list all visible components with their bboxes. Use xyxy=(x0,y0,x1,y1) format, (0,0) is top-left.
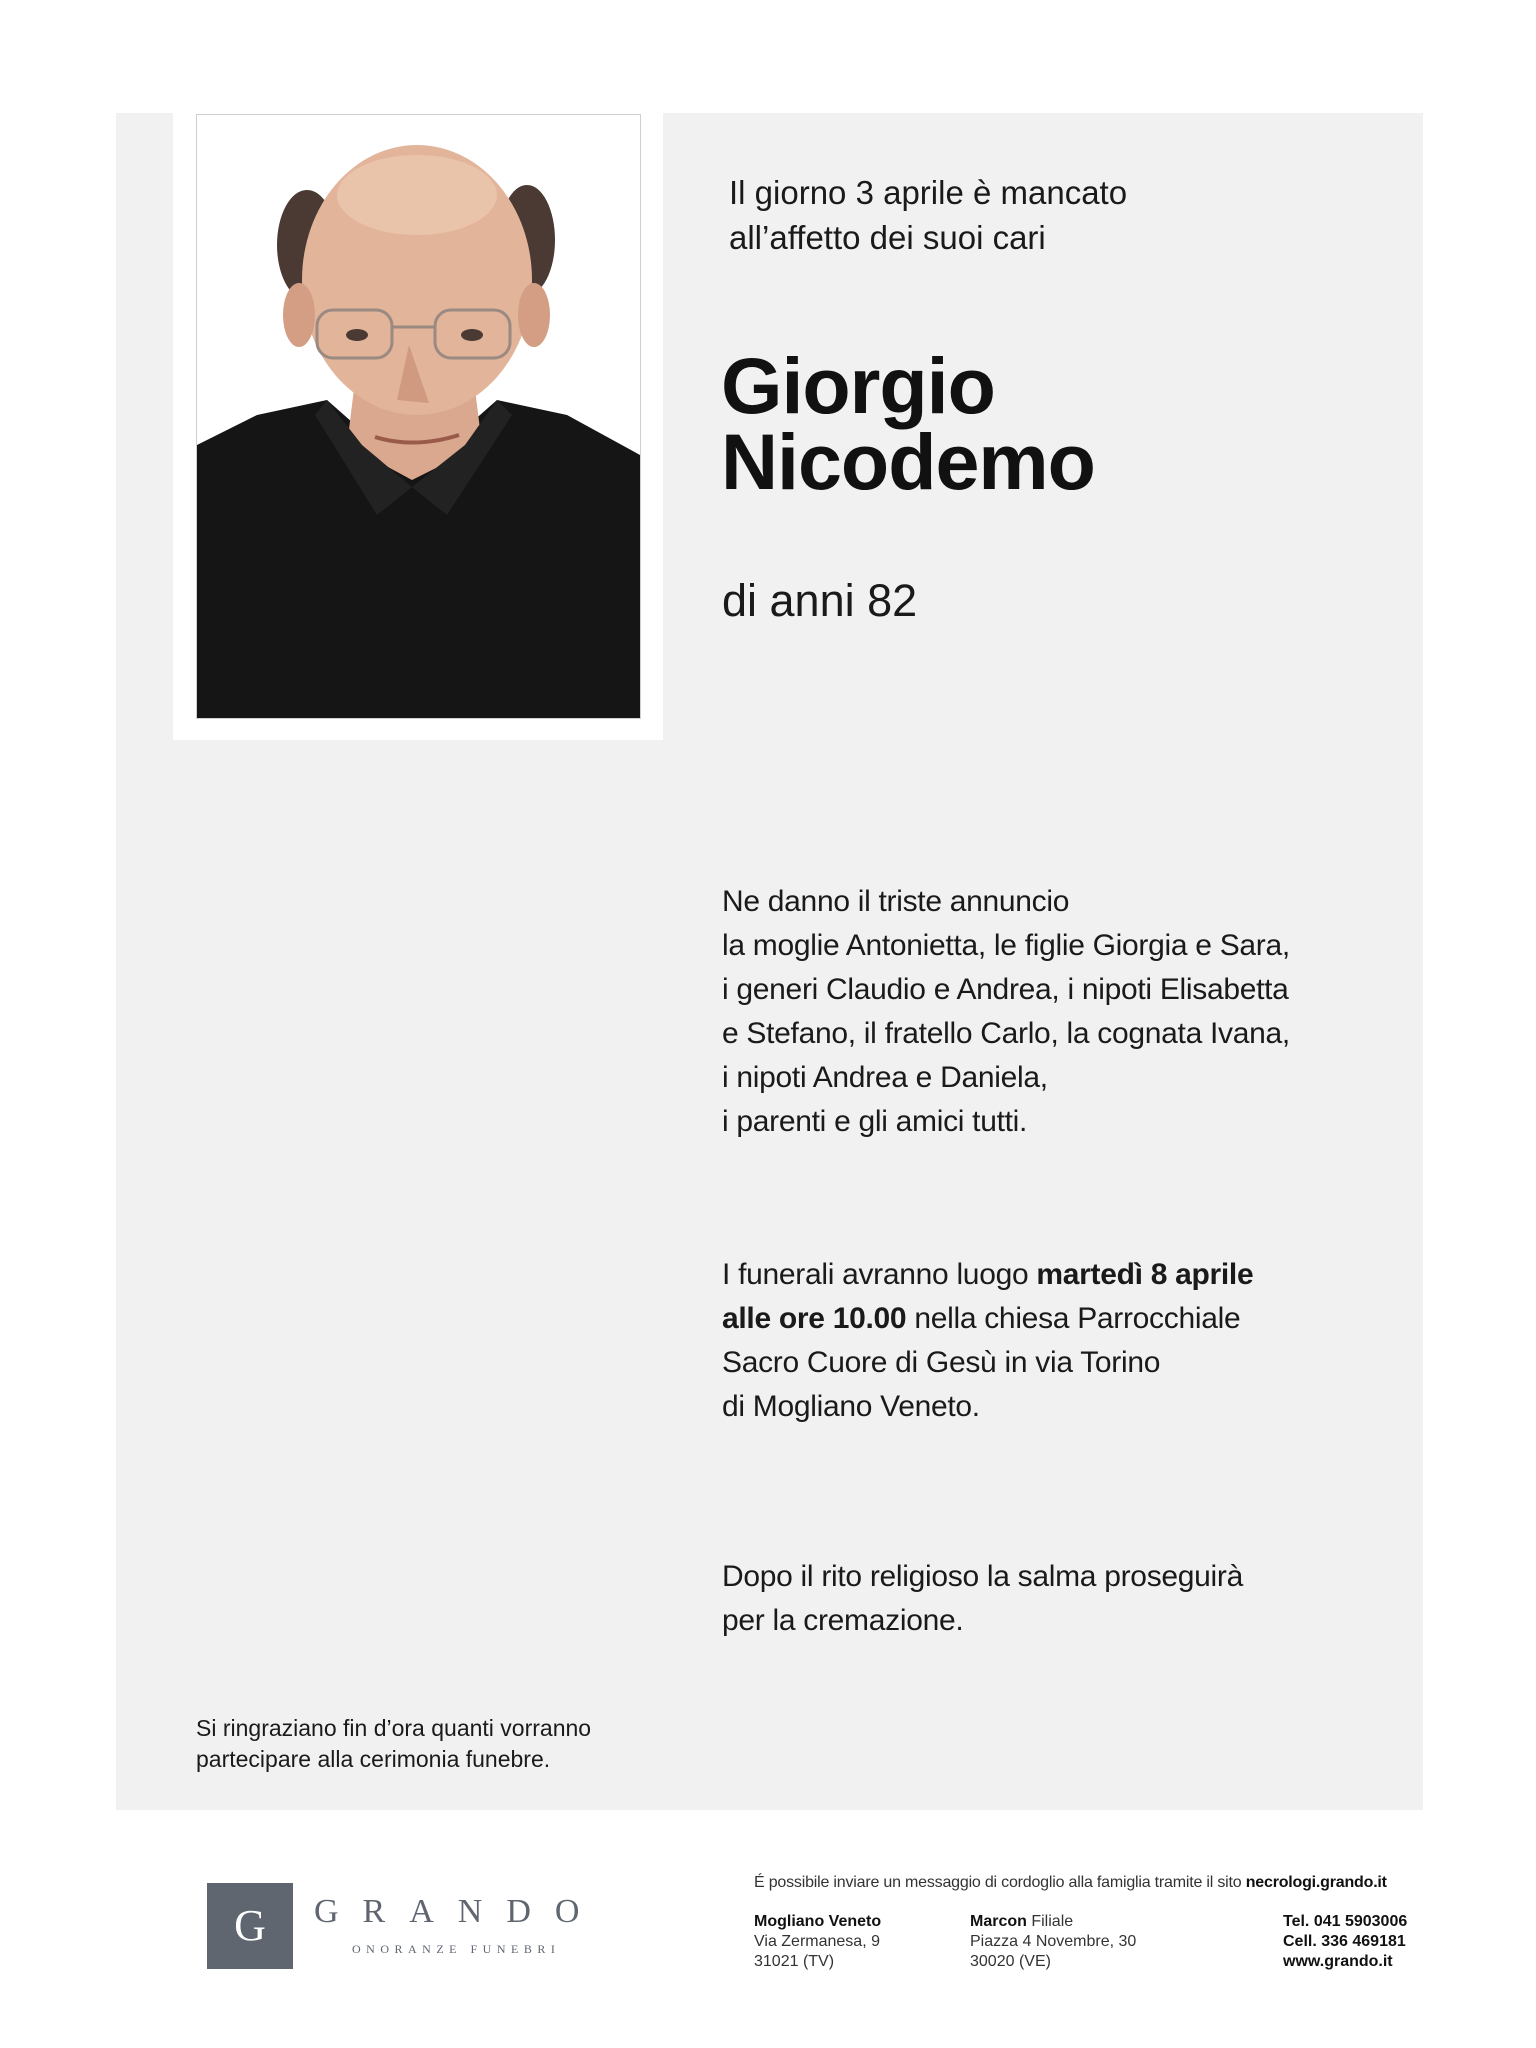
contact-web-link[interactable]: www.grando.it xyxy=(1283,1953,1393,1970)
announcement-text xyxy=(722,880,1290,1144)
funeral-intro: I funerali avranno luogo xyxy=(722,1258,1037,1291)
grando-logo-subtitle: ONORANZE FUNEBRI xyxy=(352,1942,561,1956)
contact-tel[interactable]: Tel. 041 5903006 xyxy=(1283,1913,1408,1930)
grando-logo-mark: G xyxy=(207,1883,293,1969)
contacts xyxy=(1283,1912,1407,1972)
portrait-illustration xyxy=(197,115,640,718)
portrait-photo xyxy=(196,114,641,719)
office-mogliano-street: Via Zermanesa, 9 xyxy=(754,1933,880,1950)
age-text: di anni 82 xyxy=(722,575,918,626)
office-marcon-name: Marcon xyxy=(970,1913,1027,1930)
deceased-name xyxy=(721,341,1095,506)
announcement-line: la moglie Antonietta, le figlie Giorgia e Sara, xyxy=(722,929,1290,962)
office-marcon-type: Filiale xyxy=(1026,1913,1074,1930)
office-marcon-street: Piazza 4 Novembre, 30 xyxy=(970,1933,1137,1950)
office-marcon xyxy=(970,1912,1136,1972)
intro-text xyxy=(729,170,1127,260)
announcement-line: Ne danno il triste annuncio xyxy=(722,885,1070,918)
last-name: Nicodemo xyxy=(721,417,1095,506)
funeral-line-1 xyxy=(722,1253,1253,1297)
office-mogliano xyxy=(754,1912,881,1972)
announcement-line: i nipoti Andrea e Daniela, xyxy=(722,1061,1048,1094)
condolence-message xyxy=(754,1874,1387,1892)
condolence-site-link[interactable]: necrologi.grando.it xyxy=(1245,1874,1387,1891)
funeral-line-2 xyxy=(722,1297,1253,1341)
funeral-place-a: nella chiesa Parrocchiale xyxy=(906,1302,1241,1335)
announcement-line: e Stefano, il fratello Carlo, la cognata Ivana, xyxy=(722,1017,1290,1050)
funeral-date: martedì 8 aprile xyxy=(1036,1258,1254,1291)
grando-logo-word: GRANDO xyxy=(314,1893,604,1930)
thanks-line-2: partecipare alla cerimonia funebre. xyxy=(196,1746,551,1772)
intro-line-2: all’affetto dei suoi cari xyxy=(729,219,1046,256)
funeral-time: alle ore 10.00 xyxy=(722,1302,907,1335)
contact-cell[interactable]: Cell. 336 469181 xyxy=(1283,1933,1406,1950)
thanks-text xyxy=(196,1713,591,1775)
office-mogliano-name: Mogliano Veneto xyxy=(754,1913,882,1930)
first-name: Giorgio xyxy=(721,341,995,430)
condolence-text: É possibile inviare un messaggio di cordoglio alla famiglia tramite il sito xyxy=(754,1874,1246,1891)
rite-text xyxy=(722,1555,1243,1643)
funeral-line-3: Sacro Cuore di Gesù in via Torino xyxy=(722,1346,1161,1379)
announcement-line: i generi Claudio e Andrea, i nipoti Elisabetta xyxy=(722,973,1289,1006)
intro-line-1: Il giorno 3 aprile è mancato xyxy=(729,174,1128,211)
funeral-details xyxy=(722,1253,1253,1429)
office-marcon-city: 30020 (VE) xyxy=(970,1953,1051,1970)
rite-line-1: Dopo il rito religioso la salma proseguirà xyxy=(722,1560,1243,1593)
funeral-line-4: di Mogliano Veneto. xyxy=(722,1390,980,1423)
announcement-line: i parenti e gli amici tutti. xyxy=(722,1105,1028,1138)
rite-line-2: per la cremazione. xyxy=(722,1604,964,1637)
office-mogliano-city: 31021 (TV) xyxy=(754,1953,835,1970)
thanks-line-1: Si ringraziano fin d’ora quanti vorranno xyxy=(196,1715,592,1741)
